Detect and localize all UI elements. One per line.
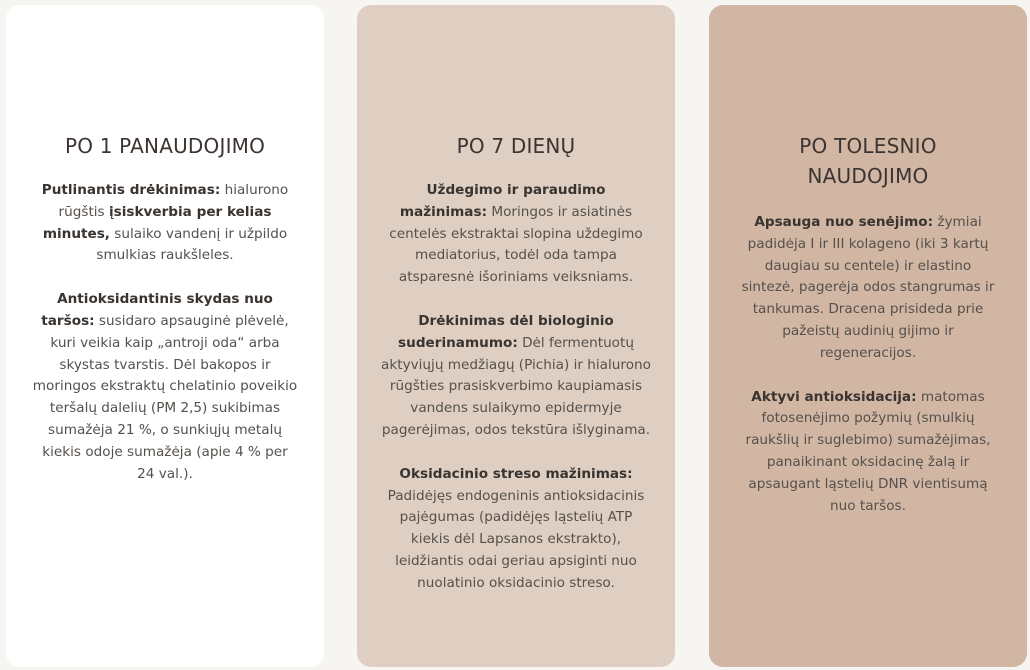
benefit-heading: Antioksidantinis skydas nuo taršos: [41, 291, 273, 329]
benefit-section [381, 180, 651, 289]
benefit-section [381, 311, 651, 442]
benefit-heading: Apsauga nuo senėjimo: [754, 214, 934, 230]
benefit-text: hialurono rūgštis [58, 182, 289, 220]
benefit-text: susidaro apsauginė plėvelė, kuri veikia kaip „antroji oda“ arba skystas tvarstis. Dėl bakopos ir moringos ekstraktų chelatinio poveikio teršalų dalelių (PM 2,5) sukibimas sumažėja 21 %, o sunkiųjų metalų kiekis odoje sumažėja (apie 4 % per 24 val.). [32, 312, 298, 482]
benefit-heading: Oksidacinio streso mažinimas: [399, 465, 633, 482]
card-body [381, 180, 651, 595]
benefit-emphasis: įsiskverbia per kelias minutes, [42, 203, 272, 242]
benefit-section [32, 289, 298, 485]
card-title: PO 1 PANAUDOJIMO [64, 134, 266, 158]
benefit-heading: Drėkinimas dėl biologinio suderinamumo: [398, 312, 614, 351]
benefit-heading: Uždegimo ir paraudimo mažinimas: [399, 182, 606, 220]
card-title: PO TOLESNIO NAUDOJIMO [799, 134, 937, 188]
card-after-first-use [6, 5, 324, 667]
benefit-text: žymiai padidėja I ir III kolageno (iki 3 kartų daugiau su centele) ir elastino sintezė, pagerėja odos stangrumas ir tankumas. Dracena prisideda prie pažeistų audinių gijimo ir regeneracijos. [741, 214, 995, 361]
benefit-section [381, 464, 651, 595]
card-continued-use [709, 5, 1027, 667]
benefit-heading: Aktyvi antioksidacija: [751, 388, 917, 405]
benefit-text: sulaiko vandenį ir užpildo smulkias raukšleles. [96, 225, 288, 264]
benefit-text: matomas fotosenėjimo požymių (smulkių raukšlių ir suglebimo) sumažėjimas, panaikinant oksidacinę žalą ir apsaugant ląstelių DNR vientisumą nuo taršos. [745, 388, 991, 514]
benefit-text: Moringos ir asiatinės centelės ekstraktai slopina uždegimo mediatorius, todėl oda tampa atsparesnė išoriniams veiksniams. [389, 203, 643, 286]
benefit-text: Padidėjęs endogeninis antioksidacinis pajėgumas (padidėjęs ląstelių ATP kiekis dėl Lapsanos ekstrakto), leidžiantis odai geriau apsiginti nuo nuolatinio oksidacinio streso. [387, 487, 645, 591]
card-after-7-days [357, 5, 675, 667]
card-body [32, 180, 298, 485]
benefit-text: Dėl fermentuotų aktyviųjų medžiagų (Pichia) ir hialurono rūgšties prasiskverbimo kaupiamasis vandens sulaikymo epidermyje pagerėjimas, odos tekstūra išlyginama. [381, 334, 651, 438]
card-title: PO 7 DIENŲ [456, 134, 576, 158]
benefit-section [32, 180, 298, 267]
benefit-section [739, 212, 997, 365]
card-body [739, 212, 997, 517]
benefit-heading: Putlinantis drėkinimas: [41, 182, 221, 198]
benefit-section [739, 387, 997, 518]
